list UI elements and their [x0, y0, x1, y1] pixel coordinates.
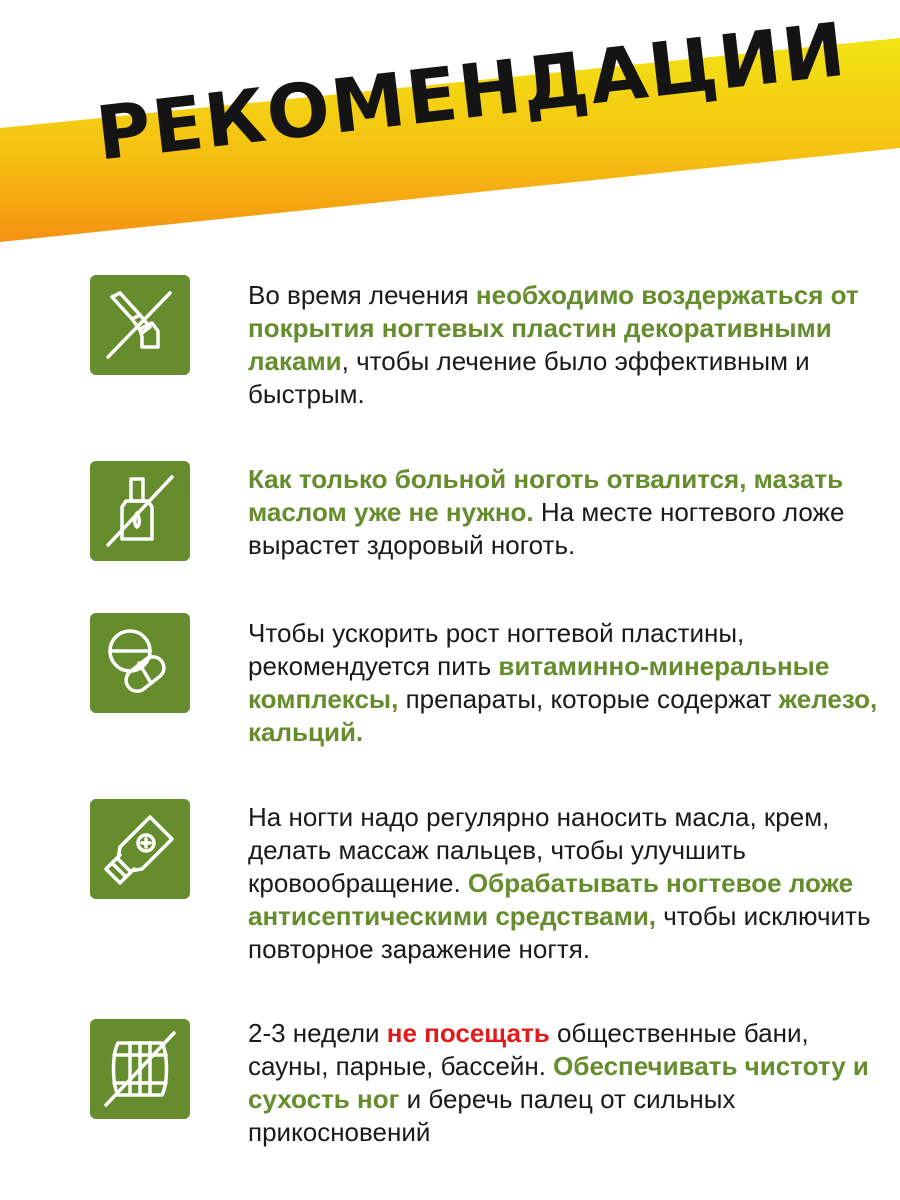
text-highlight: Обеспечивать чистоту и сухость ног — [248, 1051, 869, 1114]
recommendation-text-5 — [248, 1017, 878, 1149]
no-nail-polish-bottle-icon — [90, 461, 190, 561]
text-part: препараты, которые содержат — [398, 684, 779, 714]
text-part: и беречь палец от сильных прикосновений — [248, 1084, 736, 1147]
pills-icon — [90, 613, 190, 713]
text-highlight: Как только больной ноготь отвалится, мазать маслом уже не нужно. — [248, 464, 844, 527]
text-warning: не посещать — [386, 1018, 550, 1048]
recommendation-text-3 — [248, 617, 878, 749]
text-part: чтобы исключить повторное заражение ногтя. — [248, 901, 871, 964]
page-title: РЕКОМЕНДАЦИИ — [92, 6, 851, 178]
recommendation-text-2 — [248, 463, 878, 562]
recommendation-text-1 — [248, 279, 878, 411]
text-part: Во время лечения — [248, 280, 476, 310]
text-highlight: железо, кальций. — [248, 684, 878, 747]
text-part: На ногти надо регулярно наносить масла, крем, делать массаж пальцев, чтобы улучшить кровообращение. — [248, 802, 830, 898]
text-highlight: Обрабатывать ногтевое ложе антисептическими средствами, — [248, 868, 854, 931]
cream-tube-icon — [90, 799, 190, 899]
header-banner — [0, 0, 900, 260]
text-part: На месте ногтевого ложе вырастет здоровый ноготь. — [248, 497, 845, 560]
no-nail-polish-brush-icon — [90, 275, 190, 375]
text-part: , чтобы лечение было эффективным и быстрым. — [248, 346, 810, 409]
text-part: 2-3 недели — [248, 1018, 387, 1048]
text-highlight: витаминно-минеральные комплексы, — [248, 651, 830, 714]
recommendation-text-4 — [248, 801, 878, 966]
no-sauna-barrel-icon — [90, 1019, 190, 1119]
text-highlight: необходимо воздержаться от покрытия ногтевых пластин декоративными лаками — [248, 280, 859, 376]
text-part: общественные бани, сауны, парные, бассейн. — [248, 1018, 809, 1081]
text-part: Чтобы ускорить рост ногтевой пластины, рекомендуется пить — [248, 618, 745, 681]
